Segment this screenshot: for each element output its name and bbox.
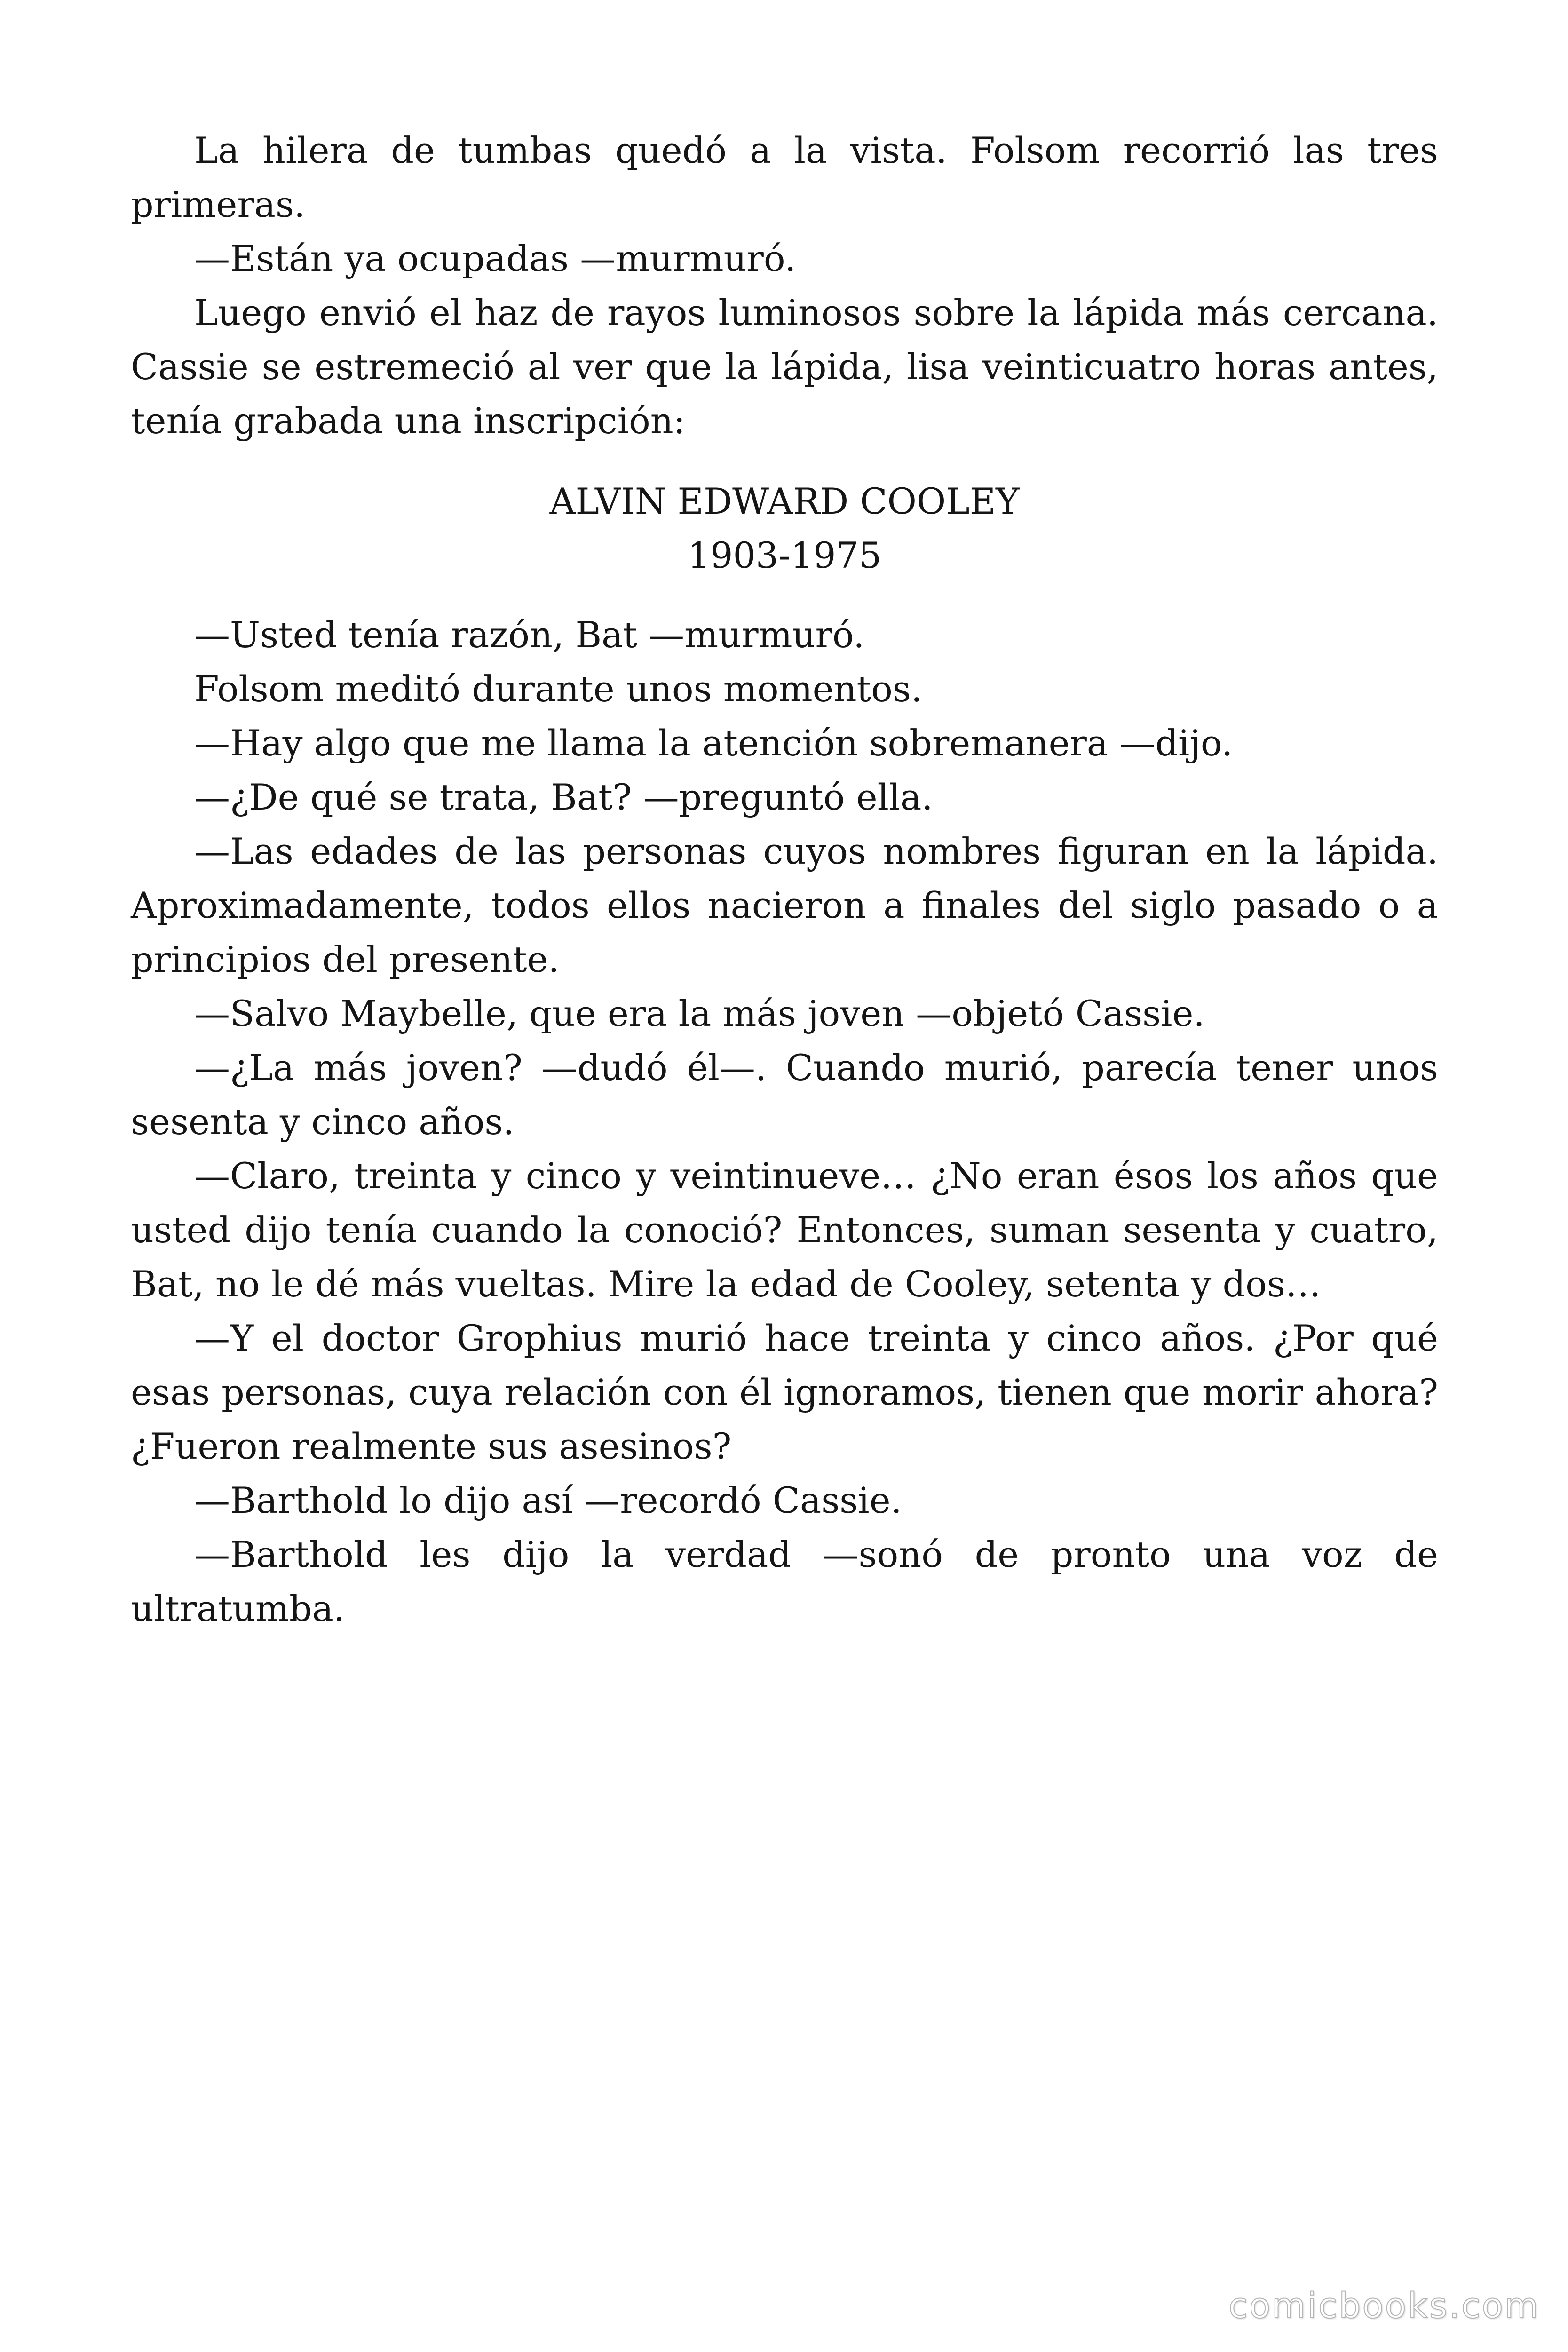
- paragraph: —Y el doctor Grophius murió hace treinta y cinco años. ¿Por qué esas personas, cuya relación con él ignoramos, tienen que morir ahora? ¿Fueron realmente sus asesinos?: [131, 1317, 1438, 1467]
- paragraph: —Las edades de las personas cuyos nombres figuran en la lápida. Aproximadamente, todos ellos nacieron a finales del siglo pasado o a principios del presente.: [131, 830, 1438, 980]
- paragraph: Luego envió el haz de rayos luminosos sobre la lápida más cercana. Cassie se estremeció al ver que la lápida, lisa veinticuatro horas antes, tenía grabada una inscripción:: [131, 292, 1438, 442]
- paragraph: —Barthold les dijo la verdad —sonó de pronto una voz de ultratumba.: [131, 1534, 1438, 1629]
- paragraph: —Barthold lo dijo así —recordó Cassie.: [194, 1479, 902, 1521]
- paragraph: La hilera de tumbas quedó a la vista. Folsom recorrió las tres primeras.: [131, 129, 1438, 225]
- paragraph: —¿La más joven? —dudó él—. Cuando murió, parecía tener unos sesenta y cinco años.: [131, 1047, 1438, 1143]
- inscription-name: ALVIN EDWARD COOLEY: [549, 480, 1020, 522]
- paragraph: —Hay algo que me llama la atención sobremanera —dijo.: [194, 722, 1233, 764]
- paragraph: —Usted tenía razón, Bat —murmuró.: [194, 614, 865, 656]
- inscription-years: 1903-1975: [687, 534, 882, 576]
- body-text: [131, 123, 1438, 1636]
- tombstone-inscription: [131, 474, 1438, 582]
- paragraph: Folsom meditó durante unos momentos.: [194, 668, 923, 710]
- paragraph: —Claro, treinta y cinco y veintinueve… ¿No eran ésos los años que usted dijo tenía cuando la conoció? Entonces, suman sesenta y cuatro, Bat, no le dé más vueltas. Mire la edad de Cooley, setenta y dos…: [131, 1155, 1438, 1305]
- paragraph: —¿De qué se trata, Bat? —preguntó ella.: [194, 776, 933, 818]
- watermark: comicbooks.com: [1228, 2286, 1540, 2326]
- paragraph: —Están ya ocupadas —murmuró.: [194, 238, 796, 279]
- paragraph: —Salvo Maybelle, que era la más joven —objetó Cassie.: [194, 993, 1205, 1034]
